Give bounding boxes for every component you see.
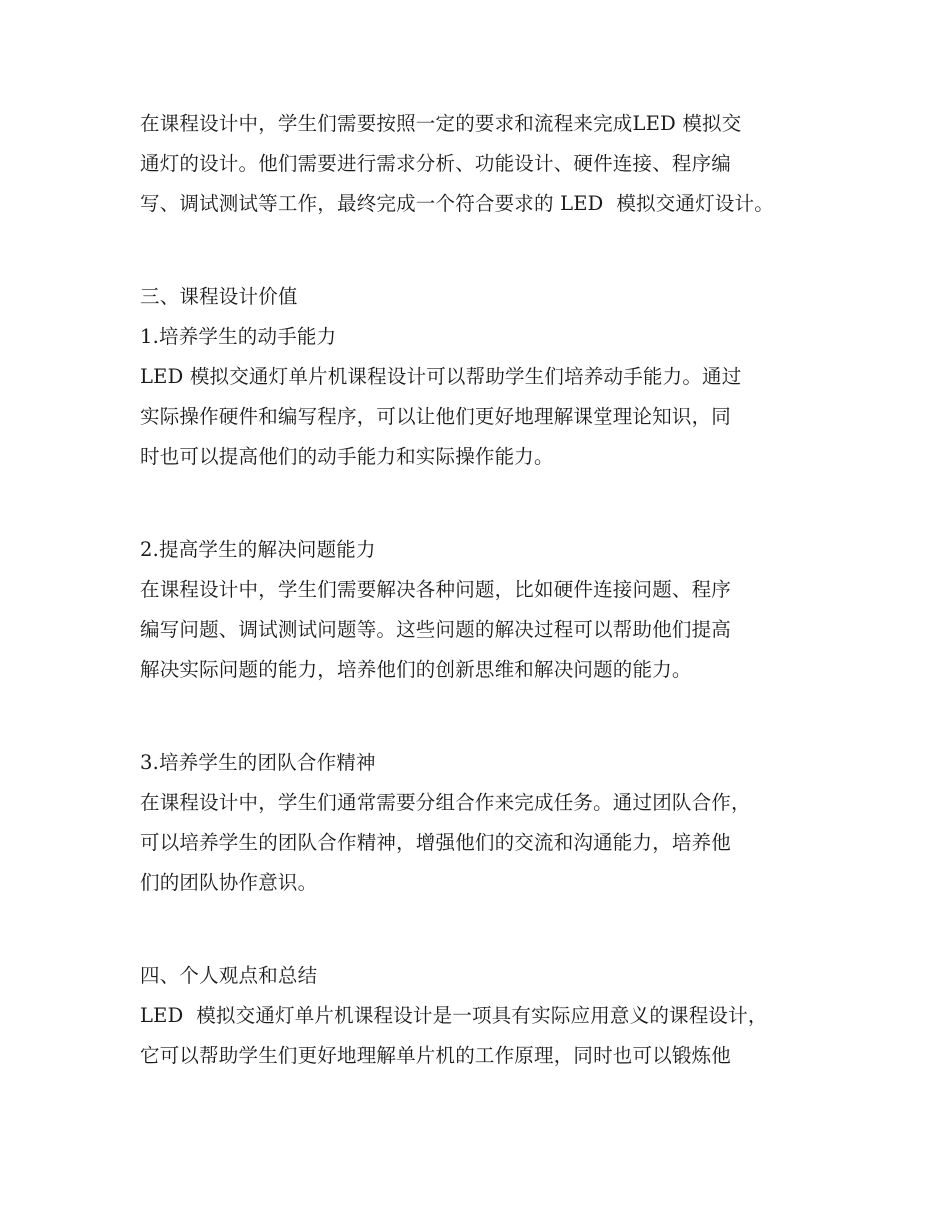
paragraph-line: 在课程设计中，学生们需要按照一定的要求和流程来完成LED 模拟交: [140, 112, 742, 135]
paragraph-line: 通灯的设计。他们需要进行需求分析、功能设计、硬件连接、程序编: [140, 152, 732, 175]
paragraph-line: 时也可以提高他们的动手能力和实际操作能力。: [140, 445, 554, 468]
section-heading: 三、课程设计价值: [140, 285, 298, 308]
paragraph-line: 写、调试测试等工作，最终完成一个符合要求的 LED 模拟交通灯设计。: [140, 192, 774, 215]
paragraph-line: LED 模拟交通灯单片机课程设计是一项具有实际应用意义的课程设计，: [140, 1004, 768, 1027]
subsection-heading: 1.培养学生的动手能力: [140, 325, 337, 348]
paragraph-line: 在课程设计中，学生们通常需要分组合作来完成任务。通过团队合作，: [140, 791, 751, 814]
subsection-heading: 2.提高学生的解决问题能力: [140, 538, 376, 561]
paragraph-line: 们的团队协作意识。: [140, 871, 318, 894]
paragraph-line: 可以培养学生的团队合作精神，增强他们的交流和沟通能力，培养他: [140, 831, 732, 854]
paragraph-line: 编写问题、调试测试问题等。这些问题的解决过程可以帮助他们提高: [140, 618, 732, 641]
paragraph-line: 解决实际问题的能力，培养他们的创新思维和解决问题的能力。: [140, 658, 692, 681]
paragraph-line: 它可以帮助学生们更好地理解单片机的工作原理，同时也可以锻炼他: [140, 1044, 732, 1067]
paragraph-line: 实际操作硬件和编写程序，可以让他们更好地理解课堂理论知识，同: [140, 405, 732, 428]
section-heading: 四、个人观点和总结: [140, 964, 318, 987]
paragraph-line: 在课程设计中，学生们需要解决各种问题，比如硬件连接问题、程序: [140, 578, 732, 601]
paragraph-line: LED 模拟交通灯单片机课程设计可以帮助学生们培养动手能力。通过: [140, 365, 742, 388]
subsection-heading: 3.培养学生的团队合作精神: [140, 751, 376, 774]
